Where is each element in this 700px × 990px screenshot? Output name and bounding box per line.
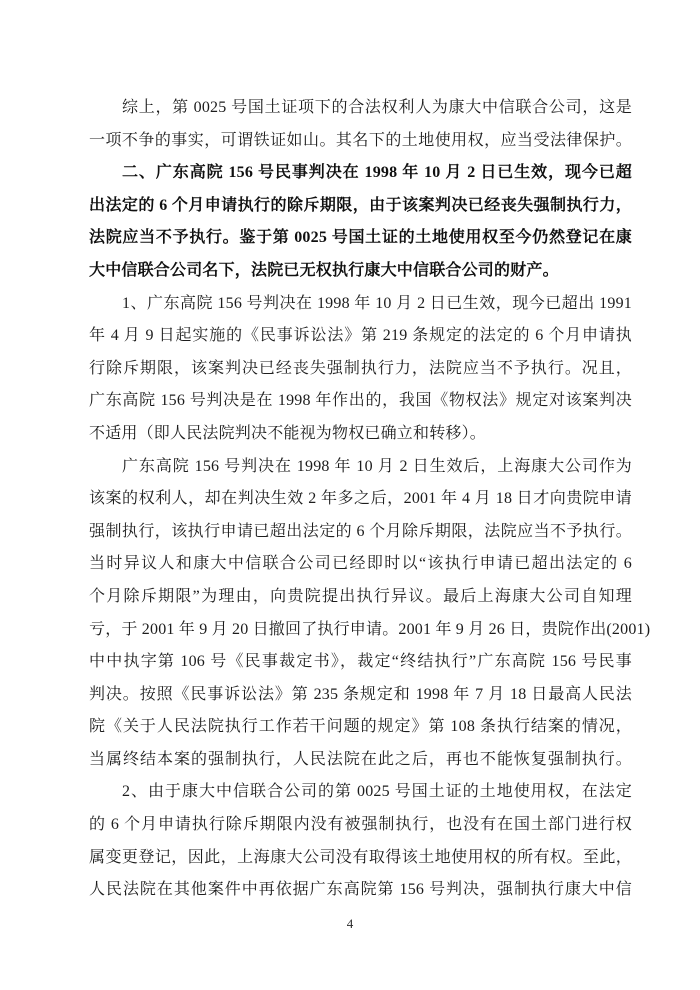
document-line-1: 综上，第 0025 号国土证项下的合法权利人为康大中信联合公司，这是 — [122, 99, 632, 116]
document-body — [89, 92, 651, 907]
document-line-15: 当时异议人和康大中信联合公司已经即时以“该执行申请已超出法定的 6 — [89, 555, 632, 573]
document-line-19: 判决。按照《民事诉讼法》第 235 条规定和 1998 年 7 月 18 日最高人民法 — [89, 685, 632, 703]
document-line-23: 的 6 个月申请执行除斥期限内没有被强制执行，也没有在国土部门进行权 — [89, 816, 632, 834]
document-line-17: 亏，于 2001 年 9 月 20 日撤回了执行申请。2001 年 9 月 26 日，贵院作出(2001) — [89, 620, 651, 638]
document-line-11: 不适用（即人民法院判决不能视为物权已确立和转移）。 — [89, 424, 487, 442]
document-line-25: 人民法院在其他案件中再依据广东高院第 156 号判决，强制执行康大中信 — [89, 881, 632, 899]
document-line-13: 该案的权利人，却在判决生效 2 年多之后，2001 年 4 月 18 日才向贵院申请 — [89, 490, 632, 508]
document-line-24: 属变更登记，因此，上海康大公司没有取得该土地使用权的所有权。至此， — [89, 848, 632, 866]
document-line-22: 2、由于康大中信联合公司的第 0025 号国土证的土地使用权，在法定 — [122, 783, 632, 801]
page-number: 4 — [346, 916, 354, 931]
document-line-6: 大中信联合公司名下，法院已无权执行康大中信联合公司的财产。 — [89, 261, 559, 279]
document-line-20: 院《关于人民法院执行工作若干问题的规定》第 108 条执行结案的情况， — [89, 718, 632, 736]
document-line-18: 中中执字第 106 号《民事裁定书》，裁定“终结执行”广东高院 156 号民事 — [89, 653, 632, 671]
document-line-10: 广东高院 156 号判决是在 1998 年作出的，我国《物权法》规定对该案判决 — [89, 392, 632, 410]
document-line-8: 年 4 月 9 日起实施的《民事诉讼法》第 219 条规定的法定的 6 个月申请执 — [89, 327, 632, 345]
document-line-14: 强制执行，该执行申请已超出法定的 6 个月除斥期限，法院应当不予执行。 — [89, 522, 632, 540]
document-line-4: 出法定的 6 个月申请执行的除斥期限，由于该案判决已经丧失强制执行力， — [89, 196, 632, 214]
document-line-21: 当属终结本案的强制执行，人民法院在此之后，再也不能恢复强制执行。 — [89, 750, 632, 768]
document-line-2: 一项不争的事实，可谓铁证如山。其名下的土地使用权，应当受法律保护。 — [89, 131, 632, 149]
document-line-3: 二、广东高院 156 号民事判决在 1998 年 10 月 2 日已生效，现今已超 — [122, 164, 632, 182]
document-line-7: 1、广东高院 156 号判决在 1998 年 10 月 2 日已生效，现今已超出 1991 — [122, 294, 632, 312]
document-line-5: 法院应当不予执行。鉴于第 0025 号国土证的土地使用权至今仍然登记在康 — [89, 229, 632, 247]
document-line-12: 广东高院 156 号判决在 1998 年 10 月 2 日生效后，上海康大公司作为 — [122, 457, 632, 475]
document-line-9: 行除斥期限，该案判决已经丧失强制执行力，法院应当不予执行。况且， — [89, 359, 632, 377]
document-line-16: 个月除斥期限”为理由，向贵院提出执行异议。最后上海康大公司自知理 — [89, 587, 632, 605]
